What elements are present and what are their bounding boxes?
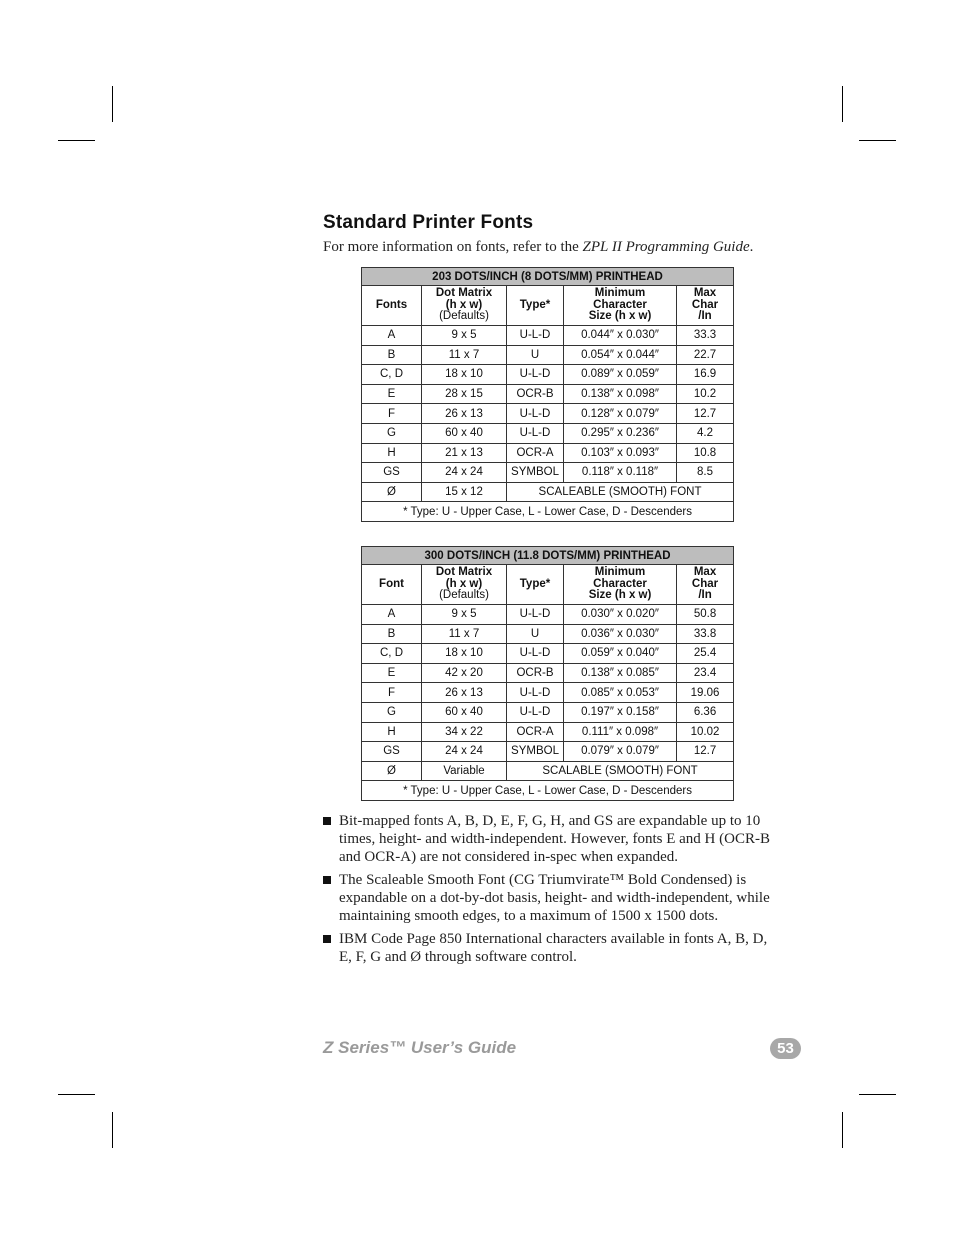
footer-guide-title: Z Series™ User’s Guide bbox=[323, 1038, 517, 1057]
bullet-square-icon bbox=[323, 876, 331, 884]
table-caption: 300 DOTS/INCH (11.8 DOTS/MM) PRINTHEAD bbox=[362, 547, 734, 565]
list-item: Bit-mapped fonts A, B, D, E, F, G, H, and GS are expandable up to 10 times, height- and width-independent. However, fonts E and H (OCR-B and OCR-A) are not considered in-spec when expanded. bbox=[323, 812, 773, 866]
page-title: Standard Printer Fonts bbox=[323, 212, 534, 233]
crop-mark bbox=[859, 1094, 896, 1095]
column-header-min-size: Minimum Character Size (h x w) bbox=[564, 565, 677, 605]
table-row: GS 24 x 24 SYMBOL 0.118″ x 0.118″ 8.5 bbox=[362, 463, 734, 483]
table-row-scalable: Ø Variable SCALABLE (SMOOTH) FONT bbox=[362, 761, 734, 781]
bullet-square-icon bbox=[323, 935, 331, 943]
list-item: IBM Code Page 850 International characters available in fonts A, B, D, E, F, G and Ø through software control. bbox=[323, 930, 773, 966]
table-row: GS 24 x 24 SYMBOL 0.079″ x 0.079″ 12.7 bbox=[362, 742, 734, 762]
column-header-dot-matrix: Dot Matrix (h x w) (Defaults) bbox=[422, 565, 507, 605]
table-row: F 26 x 13 U-L-D 0.128″ x 0.079″ 12.7 bbox=[362, 404, 734, 424]
column-header-type: Type* bbox=[507, 286, 564, 326]
table-footnote: * Type: U - Upper Case, L - Lower Case, D - Descenders bbox=[362, 781, 734, 801]
intro-text: For more information on fonts, refer to the bbox=[323, 239, 583, 255]
programming-guide-reference: ZPL II Programming Guide bbox=[582, 239, 750, 255]
table-row: G 60 x 40 U-L-D 0.197″ x 0.158″ 6.36 bbox=[362, 702, 734, 722]
column-header-max-char: Max Char /In bbox=[677, 565, 734, 605]
crop-mark bbox=[112, 86, 113, 122]
table-row: E 28 x 15 OCR-B 0.138″ x 0.098″ 10.2 bbox=[362, 384, 734, 404]
table-row-scalable: Ø 15 x 12 SCALEABLE (SMOOTH) FONT bbox=[362, 482, 734, 502]
table-row: E 42 x 20 OCR-B 0.138″ x 0.085″ 23.4 bbox=[362, 663, 734, 683]
table-row: C, D 18 x 10 U-L-D 0.089″ x 0.059″ 16.9 bbox=[362, 365, 734, 385]
column-header-type: Type* bbox=[507, 565, 564, 605]
intro-end: . bbox=[749, 239, 754, 255]
crop-mark bbox=[112, 1112, 113, 1148]
intro-paragraph bbox=[323, 239, 753, 256]
table-row: H 21 x 13 OCR-A 0.103″ x 0.093″ 10.8 bbox=[362, 443, 734, 463]
column-header-font: Font bbox=[362, 565, 422, 605]
crop-mark bbox=[842, 86, 843, 122]
crop-mark bbox=[859, 140, 896, 141]
column-header-dot-matrix: Dot Matrix (h x w) (Defaults) bbox=[422, 286, 507, 326]
column-header-min-size: Minimum Character Size (h x w) bbox=[564, 286, 677, 326]
table-row: B 11 x 7 U 0.036″ x 0.030″ 33.8 bbox=[362, 624, 734, 644]
list-item: The Scaleable Smooth Font (CG Triumvirate™ Bold Condensed) is expandable on a dot-by-dot basis, height- and width-independent, while maintaining smooth edges, to a maximum of 1500 x 1500 dots. bbox=[323, 871, 773, 925]
bullet-square-icon bbox=[323, 817, 331, 825]
font-table-203dpi bbox=[361, 267, 734, 522]
crop-mark bbox=[58, 1094, 95, 1095]
page-number-badge: 53 bbox=[770, 1038, 801, 1059]
table-row: F 26 x 13 U-L-D 0.085″ x 0.053″ 19.06 bbox=[362, 683, 734, 703]
column-header-font: Fonts bbox=[362, 286, 422, 326]
crop-mark bbox=[842, 1112, 843, 1148]
table-row: A 9 x 5 U-L-D 0.030″ x 0.020″ 50.8 bbox=[362, 605, 734, 625]
table-row: G 60 x 40 U-L-D 0.295″ x 0.236″ 4.2 bbox=[362, 423, 734, 443]
feature-list bbox=[323, 812, 773, 971]
table-row: A 9 x 5 U-L-D 0.044″ x 0.030″ 33.3 bbox=[362, 326, 734, 346]
font-table-300dpi bbox=[361, 546, 734, 801]
table-caption: 203 DOTS/INCH (8 DOTS/MM) PRINTHEAD bbox=[362, 268, 734, 286]
table-row: H 34 x 22 OCR-A 0.111″ x 0.098″ 10.02 bbox=[362, 722, 734, 742]
table-row: B 11 x 7 U 0.054″ x 0.044″ 22.7 bbox=[362, 345, 734, 365]
table-footnote: * Type: U - Upper Case, L - Lower Case, D - Descenders bbox=[362, 502, 734, 522]
column-header-max-char: Max Char /In bbox=[677, 286, 734, 326]
table-row: C, D 18 x 10 U-L-D 0.059″ x 0.040″ 25.4 bbox=[362, 644, 734, 664]
crop-mark bbox=[58, 140, 95, 141]
